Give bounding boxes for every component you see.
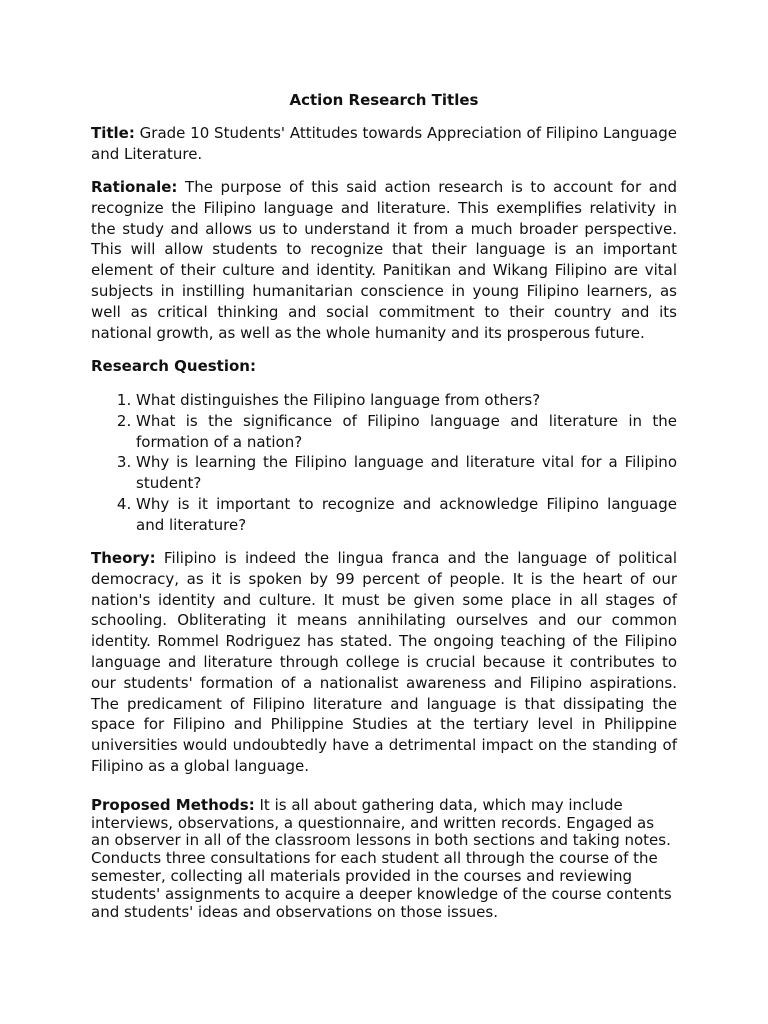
theory-label: Theory: bbox=[91, 549, 156, 568]
theory-text: Filipino is indeed the lingua franca and the language of political democracy, as it is spoken by 99 percent of people. It is the heart of our nation's identity and culture. It must be given some place in all stages of schooling. Obliterating it means annihilating ourselves and our common identity. Rommel Rodriguez has stated. The ongoing teaching of the Filipino language and literature through college is crucial because it contributes to our students' formation of a nationalist awareness and Filipino aspirations. The predicament of Filipino literature and language is that dissipating the space for Filipino and Philippine Studies at the tertiary level in Philippine universities would undoubtedly have a detrimental impact on the standing of Filipino as a global language. bbox=[91, 549, 677, 776]
proposed-methods-text: It is all about gathering data, which may include interviews, observations, a questionnaire, and written records. Engaged as an observer in all of the classroom lessons in both sections and taking notes. Conducts three consultations for each student all through the course of the semester, collecting all materials provided in the courses and reviewing students' assignments to acquire a deeper knowledge of the course contents and students' ideas and observations on those issues. bbox=[91, 795, 672, 921]
research-question-item: 2. What is the significance of Filipino language and literature in the formation of a nation? bbox=[136, 411, 677, 453]
title-paragraph bbox=[91, 123, 677, 165]
proposed-methods-label: Proposed Methods: bbox=[91, 795, 255, 814]
title-label: Title: bbox=[91, 124, 135, 142]
research-question-item: 3. Why is learning the Filipino language and literature vital for a Filipino student? bbox=[136, 452, 677, 494]
rationale-paragraph bbox=[91, 177, 677, 343]
research-question-item: 4. Why is it important to recognize and acknowledge Filipino language and literature? bbox=[136, 494, 677, 536]
research-question-list bbox=[91, 390, 677, 536]
theory-paragraph bbox=[91, 548, 677, 777]
title-text: Grade 10 Students' Attitudes towards Appreciation of Filipino Language and Literature. bbox=[91, 124, 677, 163]
research-question-heading: Research Question: bbox=[91, 356, 256, 375]
proposed-methods-paragraph bbox=[91, 797, 677, 922]
rationale-label: Rationale: bbox=[91, 178, 178, 197]
rationale-text: The purpose of this said action research is to account for and recognize the Filipino language and literature. This exemplifies relativity in the study and allows us to understand it from a much broader perspective. This will allow students to recognize that their language is an important element of their culture and identity. Panitikan and Wikang Filipino are vital subjects in instilling humanitarian conscience in young Filipino learners, as well as critical thinking and social commitment to their country and its national growth, as well as the whole humanity and its prosperous future. bbox=[91, 178, 677, 342]
document-page bbox=[91, 90, 677, 934]
research-question-item: 1. What distinguishes the Filipino language from others? bbox=[136, 390, 677, 411]
document-title: Action Research Titles bbox=[289, 91, 479, 109]
